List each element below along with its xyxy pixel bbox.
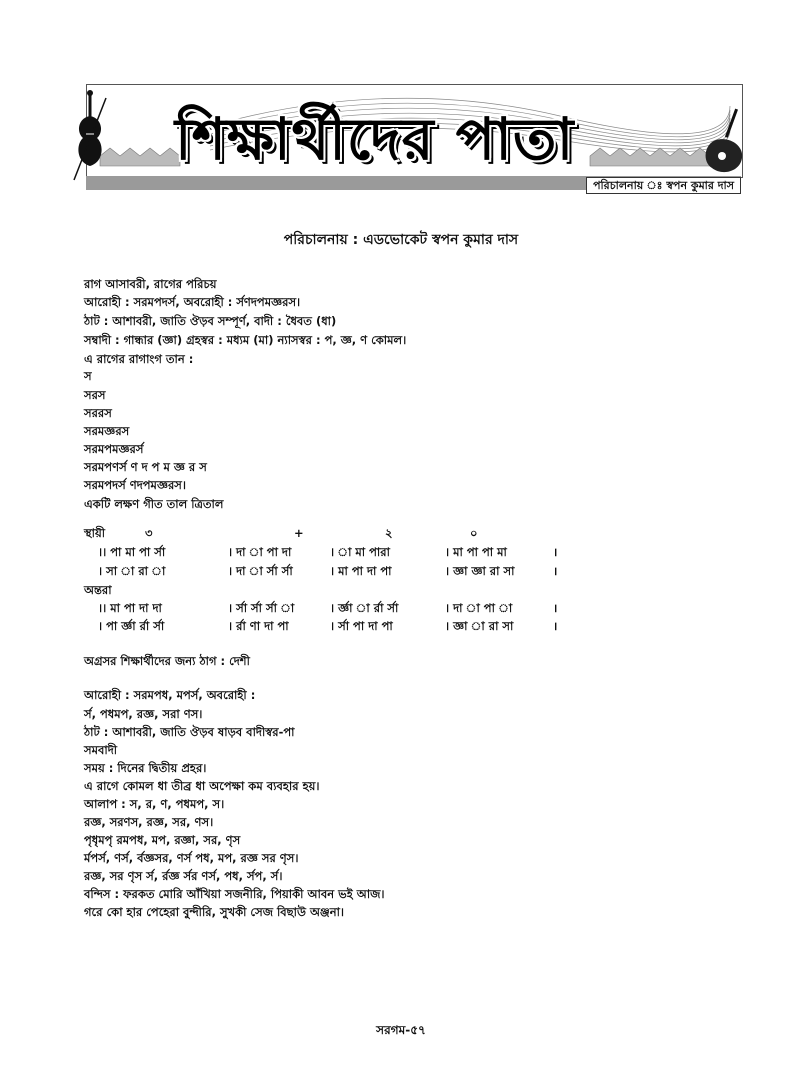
advanced-line: রজ্ঞ, সরণস, রজ্ঞ, সর, ণস। <box>84 815 214 829</box>
tan-line: সররস <box>84 406 112 420</box>
notation-cell: । <box>553 601 558 615</box>
page-heading: পরিচালনায় : এডভোকেট স্বপন কুমার দাস <box>283 232 519 248</box>
tan-line: সরমপণর্স ণ দ প ম জ্ঞ র স <box>84 460 207 474</box>
advanced-line: আরোহী : সরমপধ, মপর্স, অবরোহী : <box>84 688 256 702</box>
advanced-line: রজ্ঞ, সর ণৃস র্স, র্রজ্ঞ র্সর ণর্স, পধ, র্সপ, র্স। <box>84 869 283 883</box>
bandish-line: বন্দিস : ফরকত মোরি আঁখিয়া সজনীরি, পিয়াকী আবন ভই আজ। <box>84 887 385 901</box>
notation-cell: । র্সা পা দা পা <box>330 619 393 633</box>
advanced-line: আলাপ : স, র, ণ, পধমপ, স। <box>84 797 225 811</box>
tan-line: সরমপদর্স ণদপমজ্ঞরস। <box>84 478 186 492</box>
guitar-icon <box>700 106 748 180</box>
tan-line: স <box>84 369 92 383</box>
intro-line: এ রাগের রাগাংগ তান : <box>84 352 194 366</box>
notation-cell: । জ্ঞা জ্ঞা রা সা <box>445 564 515 578</box>
advanced-line: ঠাট : আশাবরী, জাতি ঔড়ব ষাড়ব বাদীস্বর-পা <box>84 725 295 739</box>
antara-label: অন্তরা <box>84 583 112 597</box>
tal-marker: + <box>294 526 304 540</box>
notation-cell: । দা া পা দা <box>228 545 292 559</box>
advanced-heading: অগ্রসর শিক্ষার্থীদের জন্য ঠাগ : দেশী <box>84 654 250 668</box>
advanced-line: র্মপর্স, ণর্স, র্বজ্ঞসর, ণর্স পধ, মপ, রজ্ঞ সর ণৃস। <box>84 851 299 865</box>
notation-cell: । <box>553 564 558 578</box>
advanced-line: র্স, পধমপ, রজ্ঞ, সরা ণস। <box>84 707 203 721</box>
tal-marker: ৩ <box>145 526 153 540</box>
notation-cell: । র্জ্ঞা া র্রা র্সা <box>330 601 399 615</box>
violin-icon <box>70 88 110 182</box>
advanced-line: এ রাগে কোমল ধা তীব্র ধা অপেক্ষা কম ব্যবহার হয়। <box>84 779 320 793</box>
tal-marker: ২ <box>385 526 393 540</box>
advanced-line: সমবাদী <box>84 743 118 757</box>
intro-line: ঠাট : আশাবরী, জাতি ঔড়ব সম্পূর্ণ, বাদী : ধৈবত (ধা) <box>84 314 337 328</box>
bandish-line: গরে কো হার পেহেরা বুন্দীরি, সুখকী সেজ বিছাউ অঞ্জনা। <box>84 905 345 919</box>
header-banner <box>70 84 743 192</box>
banner-title: শিক্ষার্থীদের পাতা <box>175 105 575 173</box>
notation-cell: । র্সা র্সা র্সা া <box>228 601 295 615</box>
notation-cell: ।। মা পা দা দা <box>98 601 162 615</box>
notation-cell: । া মা পারা <box>330 545 390 559</box>
notation-cell: ।। পা মা পা র্সা <box>98 545 166 559</box>
notation-cell: । মা পা পা মা <box>445 545 507 559</box>
intro-line: রাগ আসাবরী, রাগের পরিচয় <box>84 277 217 291</box>
notation-cell: । র্রা ণা দা পা <box>228 619 289 633</box>
page-number: সরগম-৫৭ <box>376 1023 426 1037</box>
tan-line: সরস <box>84 388 106 402</box>
notation-cell: । দা া পা া <box>445 601 513 615</box>
notation-cell: । পা র্জ্ঞা র্রা র্সা <box>98 619 165 633</box>
tal-marker: ০ <box>470 526 478 540</box>
notation-cell: । জ্ঞা া রা সা <box>445 619 514 633</box>
notation-cell: । <box>553 545 558 559</box>
tan-line: সরমপমজ্ঞরর্স <box>84 442 144 456</box>
notation-cell: । মা পা দা পা <box>330 564 392 578</box>
intro-line: সম্বাদী : গান্ধার (জ্ঞা) গ্রহস্বর : মধ্যম (মা) ন্যাসস্বর : প, জ্ঞ, ণ কোমল। <box>84 333 407 347</box>
banner-credit: পরিচালনায় ঃ স্বপন কুমার দাস <box>586 177 741 194</box>
advanced-line: পৃধৃমপৃ রমপধ, মপ, রজ্ঞা, সর, ণৃস <box>84 833 241 847</box>
intro-line: একটি লক্ষণ গীত তাল ত্রিতাল <box>84 497 224 511</box>
notation-cell: । সা া রা া <box>98 564 166 578</box>
notation-cell: । দা া র্সা র্সা <box>228 564 293 578</box>
advanced-line: সময় : দিনের দ্বিতীয় প্রহর। <box>84 761 207 775</box>
notation-cell: । <box>553 619 558 633</box>
sthayi-label: স্থায়ী <box>84 526 106 540</box>
intro-line: আরোহী : সরমপদর্স, অবরোহী : র্সণদপমজ্ঞরস। <box>84 295 301 309</box>
tan-line: সরমজ্ঞরস <box>84 424 130 438</box>
